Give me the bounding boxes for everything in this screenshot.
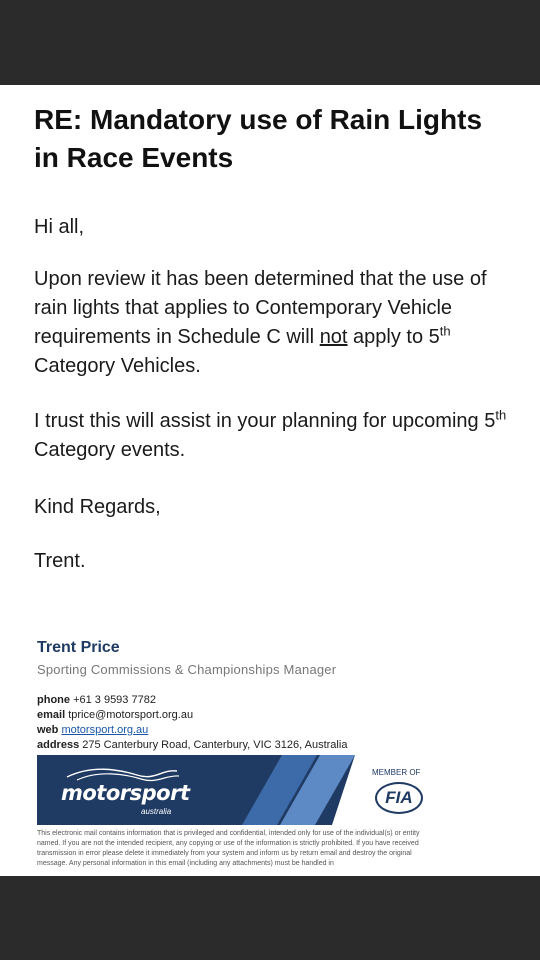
paragraph-text: I trust this will assist in your planning for upcoming 5 xyxy=(34,410,496,432)
closing: Kind Regards, xyxy=(34,496,161,518)
paragraph-text: Category Vehicles. xyxy=(34,355,201,377)
web-link[interactable]: motorsport.org.au xyxy=(61,724,149,736)
email-address[interactable]: tprice@motorsport.org.au xyxy=(68,709,194,721)
paragraph-text: Upon review it has been determined that the use of rain lights that applies to Contemporary Vehicle requirements in Schedule C will xyxy=(34,268,487,348)
superscript: th xyxy=(495,407,507,423)
top-bar xyxy=(0,0,540,85)
signature-contacts xyxy=(37,693,347,753)
paragraph-planning xyxy=(34,407,524,465)
email-subject: RE: Mandatory use of Rain Lights in Race Events xyxy=(34,104,483,173)
phone-line xyxy=(37,693,347,708)
fia-logo: FIA xyxy=(375,782,423,814)
signoff: Trent. xyxy=(34,550,86,572)
email-line xyxy=(37,708,347,723)
signature-role: Sporting Commissions & Championships Manager xyxy=(37,662,337,677)
paragraph-text: Category events. xyxy=(34,439,186,461)
paragraph-rain-lights xyxy=(34,265,524,381)
address-label: address xyxy=(37,739,80,751)
web-line xyxy=(37,723,347,738)
web-label: web xyxy=(37,724,59,736)
motorsport-banner[interactable] xyxy=(37,755,432,825)
signature-name: Trent Price xyxy=(37,639,120,656)
email-page xyxy=(0,85,540,876)
member-of-label: MEMBER OF xyxy=(372,768,421,777)
email-label: email xyxy=(37,709,66,721)
phone-label: phone xyxy=(37,694,70,706)
address-line xyxy=(37,738,347,753)
motorsport-logo-sub: australia xyxy=(141,807,172,816)
legal-disclaimer: This electronic mail contains information that is privileged and confidential, intended only for use of the individual(s) or entity named. If you are not the intended recipient, any copying or use of the information is strictly prohibited. If you have received transmission in error please delete it immediately from your system and inform us by return email and destroy the original message. Any personal information in this email (including any attachments) must be handled in xyxy=(37,830,420,867)
paragraph-text: apply to 5 xyxy=(347,326,440,348)
address-text: 275 Canterbury Road, Canterbury, VIC 3126, Australia xyxy=(82,739,348,751)
motorsport-logo: motorsport xyxy=(61,781,190,805)
greeting: Hi all, xyxy=(34,216,85,238)
bottom-bar xyxy=(0,876,540,960)
emphasis-not: not xyxy=(319,326,348,348)
phone-number[interactable]: +61 3 9593 7782 xyxy=(73,694,156,706)
superscript: th xyxy=(439,323,451,339)
